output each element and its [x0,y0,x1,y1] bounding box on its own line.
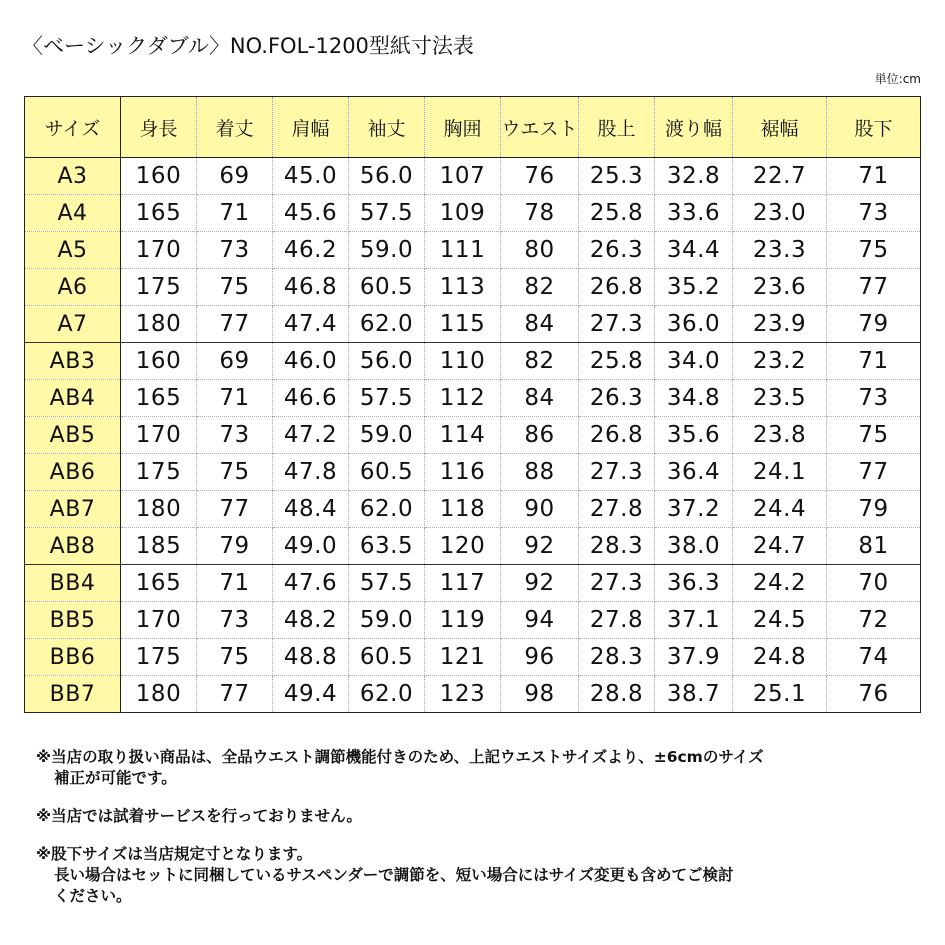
column-header: 胸囲 [425,97,501,158]
size-cell: A7 [25,306,121,343]
table-row [25,158,921,195]
table-cell: 96 [501,639,579,676]
table-cell: 119 [425,602,501,639]
table-cell: 60.5 [349,454,425,491]
table-cell: 79 [197,528,273,565]
table-cell: 118 [425,491,501,528]
table-cell: 47.8 [273,454,349,491]
table-row [25,676,921,713]
table-row [25,491,921,528]
table-cell: 36.0 [655,306,733,343]
table-cell: 73 [827,380,921,417]
size-cell: AB4 [25,380,121,417]
table-cell: 24.5 [733,602,827,639]
table-cell: 121 [425,639,501,676]
size-cell: BB7 [25,676,121,713]
table-cell: 59.0 [349,417,425,454]
size-cell: BB5 [25,602,121,639]
table-cell: 114 [425,417,501,454]
table-cell: 77 [197,306,273,343]
table-cell: 75 [197,639,273,676]
table-body [25,158,921,713]
table-cell: 46.2 [273,232,349,269]
table-cell: 165 [121,195,197,232]
table-cell: 26.8 [579,417,655,454]
table-cell: 34.8 [655,380,733,417]
table-cell: 56.0 [349,343,425,380]
table-row [25,232,921,269]
table-cell: 38.7 [655,676,733,713]
table-cell: 45.6 [273,195,349,232]
size-cell: BB6 [25,639,121,676]
table-cell: 82 [501,269,579,306]
table-cell: 73 [197,417,273,454]
table-cell: 24.2 [733,565,827,602]
table-cell: 94 [501,602,579,639]
table-cell: 77 [197,676,273,713]
table-cell: 84 [501,306,579,343]
table-cell: 84 [501,380,579,417]
table-cell: 170 [121,232,197,269]
table-row [25,602,921,639]
table-cell: 71 [827,158,921,195]
table-cell: 37.2 [655,491,733,528]
table-cell: 165 [121,565,197,602]
table-cell: 27.3 [579,306,655,343]
table-cell: 25.8 [579,343,655,380]
table-cell: 111 [425,232,501,269]
table-row [25,343,921,380]
table-cell: 86 [501,417,579,454]
table-cell: 77 [197,491,273,528]
column-header: 股下 [827,97,921,158]
table-cell: 73 [827,195,921,232]
table-cell: 75 [827,417,921,454]
table-cell: 24.8 [733,639,827,676]
table-cell: 115 [425,306,501,343]
table-cell: 71 [197,195,273,232]
note [36,844,916,907]
table-cell: 69 [197,343,273,380]
note [36,747,916,789]
note-line: ※当店では試着サービスを行っておりません。 [36,807,363,825]
table-cell: 63.5 [349,528,425,565]
table-cell: 117 [425,565,501,602]
table-cell: 170 [121,417,197,454]
table-cell: 23.5 [733,380,827,417]
table-cell: 76 [827,676,921,713]
table-cell: 46.0 [273,343,349,380]
table-cell: 78 [501,195,579,232]
column-header: 袖丈 [349,97,425,158]
table-cell: 75 [827,232,921,269]
size-cell: AB5 [25,417,121,454]
table-cell: 73 [197,602,273,639]
table-cell: 107 [425,158,501,195]
table-cell: 92 [501,528,579,565]
table-cell: 59.0 [349,232,425,269]
note-line: ※当店の取り扱い商品は、全品ウエスト調節機能付きのため、上記ウエストサイズより、±6cmのサイズ [36,748,764,766]
note-line: ください。 [54,887,132,905]
table-cell: 28.3 [579,528,655,565]
table-cell: 34.4 [655,232,733,269]
table-cell: 28.3 [579,639,655,676]
notes [36,747,916,924]
size-cell: AB8 [25,528,121,565]
table-cell: 35.6 [655,417,733,454]
table-cell: 48.4 [273,491,349,528]
table-cell: 60.5 [349,269,425,306]
size-cell: AB7 [25,491,121,528]
table-cell: 47.6 [273,565,349,602]
table-cell: 60.5 [349,639,425,676]
table-cell: 71 [827,343,921,380]
table-cell: 74 [827,639,921,676]
page-title: 〈ベーシックダブル〉NO.FOL-1200型紙寸法表 [22,34,474,58]
table-cell: 90 [501,491,579,528]
table-cell: 120 [425,528,501,565]
note [36,806,916,827]
table-cell: 35.2 [655,269,733,306]
table-cell: 23.2 [733,343,827,380]
table-cell: 170 [121,602,197,639]
table-cell: 175 [121,639,197,676]
table-cell: 62.0 [349,491,425,528]
table-cell: 24.7 [733,528,827,565]
table-cell: 27.3 [579,454,655,491]
table-cell: 71 [197,380,273,417]
table-cell: 75 [197,269,273,306]
note-line: 補正が可能です。 [54,769,177,787]
table-cell: 180 [121,491,197,528]
table-cell: 81 [827,528,921,565]
table-row [25,306,921,343]
table-row [25,417,921,454]
table-cell: 46.8 [273,269,349,306]
table-cell: 80 [501,232,579,269]
table-cell: 62.0 [349,306,425,343]
table-cell: 57.5 [349,195,425,232]
table-row [25,195,921,232]
size-table [24,96,921,713]
table-cell: 27.8 [579,491,655,528]
table-cell: 62.0 [349,676,425,713]
table-cell: 112 [425,380,501,417]
table-cell: 23.8 [733,417,827,454]
table-cell: 123 [425,676,501,713]
table-cell: 69 [197,158,273,195]
table-cell: 36.3 [655,565,733,602]
table-cell: 92 [501,565,579,602]
table-cell: 46.6 [273,380,349,417]
table-cell: 82 [501,343,579,380]
table-cell: 180 [121,676,197,713]
table-cell: 175 [121,454,197,491]
size-cell: AB6 [25,454,121,491]
column-header: 肩幅 [273,97,349,158]
size-cell: A5 [25,232,121,269]
table-cell: 75 [197,454,273,491]
unit-label: 単位:cm [874,72,921,86]
table-cell: 37.9 [655,639,733,676]
table-cell: 110 [425,343,501,380]
table-cell: 33.6 [655,195,733,232]
table-cell: 71 [197,565,273,602]
size-cell: A6 [25,269,121,306]
table-cell: 23.9 [733,306,827,343]
table-cell: 56.0 [349,158,425,195]
table-cell: 26.3 [579,380,655,417]
table-cell: 57.5 [349,380,425,417]
table-row [25,639,921,676]
table-cell: 28.8 [579,676,655,713]
table-cell: 116 [425,454,501,491]
table-cell: 180 [121,306,197,343]
note-line: ※股下サイズは当店規定寸となります。 [36,845,313,863]
table-cell: 27.3 [579,565,655,602]
table-row [25,528,921,565]
table-cell: 77 [827,454,921,491]
table-cell: 32.8 [655,158,733,195]
table-cell: 25.3 [579,158,655,195]
table-cell: 47.2 [273,417,349,454]
table-cell: 76 [501,158,579,195]
table-cell: 175 [121,269,197,306]
table-cell: 23.6 [733,269,827,306]
table-cell: 160 [121,158,197,195]
size-cell: AB3 [25,343,121,380]
table-cell: 34.0 [655,343,733,380]
table-cell: 59.0 [349,602,425,639]
size-cell: BB4 [25,565,121,602]
table-cell: 57.5 [349,565,425,602]
table-cell: 49.4 [273,676,349,713]
table-cell: 25.1 [733,676,827,713]
column-header: 渡り幅 [655,97,733,158]
table-cell: 45.0 [273,158,349,195]
table-cell: 49.0 [273,528,349,565]
table-cell: 24.4 [733,491,827,528]
table-cell: 22.7 [733,158,827,195]
table-row [25,380,921,417]
note-line: 長い場合はセットに同梱しているサスペンダーで調節を、短い場合にはサイズ変更も含めてご検討 [54,866,734,884]
table-cell: 165 [121,380,197,417]
table-cell: 23.0 [733,195,827,232]
table-cell: 37.1 [655,602,733,639]
table-cell: 79 [827,306,921,343]
column-header: 着丈 [197,97,273,158]
table-header-row [25,97,921,158]
table-cell: 77 [827,269,921,306]
table-cell: 26.8 [579,269,655,306]
table-cell: 47.4 [273,306,349,343]
table-row [25,269,921,306]
size-cell: A4 [25,195,121,232]
table-cell: 109 [425,195,501,232]
table-cell: 79 [827,491,921,528]
table-cell: 48.2 [273,602,349,639]
table-cell: 160 [121,343,197,380]
table-row [25,454,921,491]
table-cell: 185 [121,528,197,565]
table-cell: 73 [197,232,273,269]
table-row [25,565,921,602]
table-cell: 26.3 [579,232,655,269]
column-header: 身長 [121,97,197,158]
table-cell: 70 [827,565,921,602]
column-header: 股上 [579,97,655,158]
table-cell: 113 [425,269,501,306]
table-cell: 38.0 [655,528,733,565]
column-header: ウエスト [501,97,579,158]
table-cell: 72 [827,602,921,639]
table-cell: 25.8 [579,195,655,232]
table-cell: 36.4 [655,454,733,491]
table-cell: 24.1 [733,454,827,491]
table-cell: 48.8 [273,639,349,676]
column-header: 裾幅 [733,97,827,158]
table-cell: 27.8 [579,602,655,639]
size-cell: A3 [25,158,121,195]
header-size: サイズ [25,97,121,158]
table-cell: 98 [501,676,579,713]
table-cell: 23.3 [733,232,827,269]
table-cell: 88 [501,454,579,491]
